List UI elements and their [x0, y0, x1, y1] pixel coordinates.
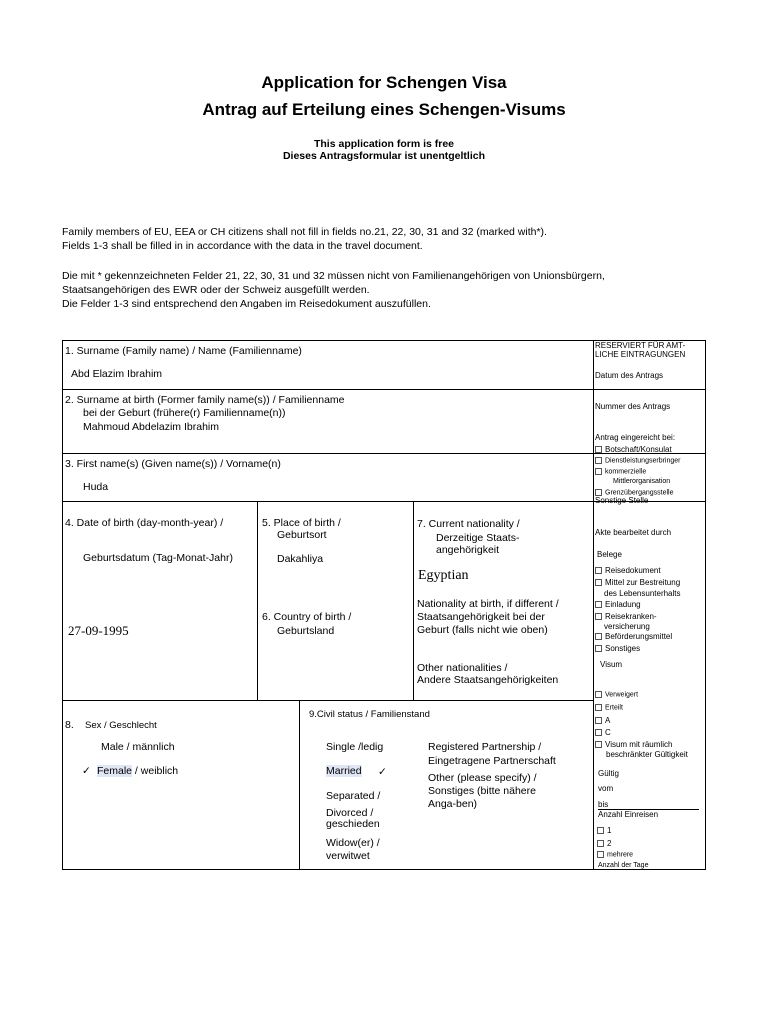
- official-application-number: Nummer des Antrags: [595, 402, 671, 411]
- civil-status-other[interactable]: Other (please specify) /: [428, 772, 537, 784]
- civil-status-widowed-german: verwitwet: [326, 850, 370, 862]
- official-entries-one: [597, 826, 611, 835]
- field-7-value[interactable]: Egyptian: [418, 568, 469, 583]
- checkbox-icon: [595, 717, 602, 724]
- official-doc-transport-label: Beförderungsmittel: [605, 632, 673, 641]
- official-doc-means-label-2: des Lebensunterhalts: [604, 589, 681, 598]
- official-entries-multiple-label: mehrere: [607, 851, 634, 859]
- intro-english-line-1: Family members of EU, EEA or CH citizens shall not fill in fields no.21, 22, 30, 31 and 32 (marked with*).: [62, 226, 547, 238]
- intro-german-line-3: Die Felder 1-3 sind entsprechend den Angaben im Reisedokument auszufüllen.: [62, 298, 431, 310]
- checkbox-icon: [595, 579, 602, 586]
- official-visa-ltv: [595, 740, 672, 749]
- official-doc-insurance-label-2: versicherung: [604, 622, 650, 631]
- official-documents-heading: Belege: [597, 550, 622, 559]
- official-reserved-heading: [595, 341, 699, 359]
- civil-status-widowed[interactable]: Widow(er) /: [326, 837, 380, 849]
- field-8-label: Sex / Geschlecht: [85, 720, 157, 731]
- sex-option-female-german: / weiblich: [132, 765, 179, 777]
- official-doc-insurance: [595, 612, 657, 621]
- intro-english-line-2: Fields 1-3 shall be filled in in accordance with the data in the travel document.: [62, 240, 423, 252]
- official-doc-means-label: Mittel zur Bestreitung: [605, 578, 681, 587]
- field-5-label: 5. Place of birth /: [262, 517, 341, 529]
- official-processed-by: Akte bearbeitet durch: [595, 528, 672, 537]
- official-valid-heading: Gültig: [598, 769, 619, 778]
- official-reserved-heading-line-1: RESERVIERT FÜR AMT-: [595, 341, 686, 350]
- field-5-value[interactable]: Dakahliya: [277, 553, 324, 565]
- checkbox-icon: [595, 613, 602, 620]
- official-visa-heading: Visum: [600, 660, 623, 669]
- field-8-number: 8.: [65, 719, 74, 731]
- official-embassy-label: Botschaft/Konsulat: [605, 445, 672, 454]
- official-doc-transport: [595, 632, 672, 641]
- nationality-at-birth-label: Nationality at birth, if different /: [417, 598, 559, 610]
- field-2-label: 2. Surname at birth (Former family name(s)) / Familienname: [65, 394, 345, 406]
- sex-option-female-highlight: Female: [97, 765, 133, 777]
- free-notice-german: Dieses Antragsformular ist unentgeltlich: [282, 150, 486, 162]
- official-visa-issued: [595, 704, 623, 711]
- official-doc-travel-document-label: Reisedokument: [605, 566, 661, 575]
- field-9-label: 9.Civil status / Familienstand: [309, 709, 430, 720]
- other-nationalities-label: Other nationalities /: [417, 662, 508, 674]
- sex-option-male[interactable]: Male / männlich: [101, 741, 175, 753]
- official-border-label: Grenzübergangsstelle: [605, 489, 674, 497]
- official-intermediary-label: Mittlerorganisation: [613, 478, 671, 485]
- official-doc-invitation-label: Einladung: [605, 600, 641, 609]
- official-doc-insurance-label: Reisekranken-: [605, 612, 657, 621]
- field-7-label-german-2: angehörigkeit: [436, 544, 500, 556]
- official-embassy-option: [595, 445, 672, 454]
- official-doc-invitation: [595, 600, 641, 609]
- civil-status-divorced-german: geschieden: [326, 818, 380, 830]
- official-valid-from: vom: [598, 784, 614, 793]
- checkbox-icon: [595, 704, 602, 711]
- official-visa-issued-label: Erteilt: [605, 704, 623, 712]
- civil-status-single[interactable]: Single /ledig: [326, 741, 384, 753]
- field-2-label-german: bei der Geburt (frühere(r) Familienname(n)): [83, 407, 286, 419]
- other-nationalities-label-german: Andere Staatsangehörigkeiten: [417, 674, 559, 686]
- civil-status-registered-partnership-german: Eingetragene Partnerschaft: [428, 755, 556, 767]
- field-1-value[interactable]: Abd Elazim Ibrahim: [71, 368, 163, 380]
- official-doc-other-label: Sonstiges: [605, 644, 641, 653]
- official-entries-heading: Anzahl Einreisen: [598, 810, 659, 819]
- civil-status-other-german: Sonstiges (bitte nähere: [428, 785, 536, 797]
- official-application-date: Datum des Antrags: [595, 371, 664, 380]
- checkbox-icon: [595, 741, 602, 748]
- field-1-label: 1. Surname (Family name) / Name (Familienname): [65, 345, 302, 357]
- checkbox-icon: [595, 601, 602, 608]
- checkbox-icon: [595, 468, 602, 475]
- checkbox-icon: [595, 457, 602, 464]
- civil-status-separated[interactable]: Separated /: [326, 790, 381, 802]
- civil-status-married-checkmark: ✓: [378, 766, 387, 778]
- checkbox-icon: [597, 840, 604, 847]
- intro-german-line-2: Staatsangehörigen des EWR oder der Schweiz ausgefüllt werden.: [62, 284, 370, 296]
- civil-status-divorced[interactable]: Divorced /: [326, 807, 374, 819]
- civil-status-married[interactable]: Married: [326, 765, 362, 777]
- official-entries-two: [597, 839, 611, 848]
- checkbox-icon: [597, 827, 604, 834]
- civil-status-registered-partnership[interactable]: Registered Partnership /: [428, 741, 542, 753]
- field-3-value[interactable]: Huda: [83, 481, 109, 493]
- title-english: Application for Schengen Visa: [261, 73, 507, 92]
- free-notice-english: This application form is free: [313, 138, 455, 150]
- official-visa-ltv-label: Visum mit räumlich: [605, 740, 673, 749]
- official-visa-refused: [595, 691, 638, 698]
- checkbox-icon: [595, 691, 602, 698]
- official-visa-a: [595, 716, 610, 725]
- nationality-at-birth-label-2: Staatsangehörigkeit bei der: [417, 611, 545, 623]
- official-service-provider-option: [595, 457, 680, 464]
- official-visa-c: [595, 728, 611, 737]
- sex-female-checkmark: ✓: [82, 765, 91, 777]
- official-entries-multiple: [597, 851, 633, 858]
- official-reserved-heading-line-2: LICHE EINTRAGUNGEN: [595, 350, 686, 359]
- checkbox-icon: [595, 633, 602, 640]
- field-7-label: 7. Current nationality /: [417, 518, 520, 530]
- official-doc-other: [595, 644, 640, 653]
- official-visa-a-label: A: [605, 716, 611, 725]
- official-doc-travel-document: [595, 566, 661, 575]
- checkbox-icon: [597, 851, 604, 858]
- official-valid-until: bis: [598, 800, 609, 809]
- official-commercial-label: kommerzielle: [605, 468, 647, 476]
- official-days-heading: Anzahl der Tage: [598, 862, 649, 869]
- checkbox-icon: [595, 729, 602, 736]
- field-7-label-german-1: Derzeitige Staats-: [436, 532, 520, 544]
- field-5-label-german: Geburtsort: [277, 529, 327, 541]
- nationality-at-birth-label-3: Geburt (falls nicht wie oben): [417, 624, 548, 636]
- field-3-label: 3. First name(s) (Given name(s)) / Vorname(n): [65, 458, 281, 470]
- official-other-office: Sonstige Stelle: [595, 496, 649, 505]
- official-entries-two-label: 2: [607, 839, 612, 848]
- official-visa-refused-label: Verweigert: [605, 691, 639, 699]
- field-4-label-german: Geburtsdatum (Tag-Monat-Jahr): [83, 552, 233, 564]
- field-6-label: 6. Country of birth /: [262, 611, 352, 623]
- checkbox-icon: [595, 489, 602, 496]
- title-german: Antrag auf Erteilung eines Schengen-Visums: [202, 100, 566, 119]
- official-entries-one-label: 1: [607, 826, 612, 835]
- civil-status-other-german-2: Anga-ben): [428, 798, 478, 810]
- official-service-provider-label: Dienstleistungserbringer: [605, 457, 681, 465]
- field-4-value[interactable]: 27-09-1995: [68, 623, 129, 638]
- sex-option-female[interactable]: [97, 765, 178, 777]
- checkbox-icon: [595, 645, 602, 652]
- official-visa-ltv-label-2: beschränkter Gültigkeit: [606, 750, 688, 759]
- field-4-label: 4. Date of birth (day-month-year) /: [65, 517, 224, 529]
- official-commercial-option: [595, 468, 646, 475]
- field-6-label-german: Geburtsland: [277, 625, 335, 637]
- field-2-value[interactable]: Mahmoud Abdelazim Ibrahim: [83, 421, 219, 433]
- official-visa-c-label: C: [605, 728, 611, 737]
- checkbox-icon: [595, 446, 602, 453]
- intro-german-line-1: Die mit * gekennzeichneten Felder 21, 22, 30, 31 und 32 müssen nicht von Familienangehörigen von Unionsbürgern,: [62, 270, 605, 282]
- official-submitted-at: Antrag eingereicht bei:: [595, 433, 676, 442]
- checkbox-icon: [595, 567, 602, 574]
- official-doc-means: [595, 578, 680, 587]
